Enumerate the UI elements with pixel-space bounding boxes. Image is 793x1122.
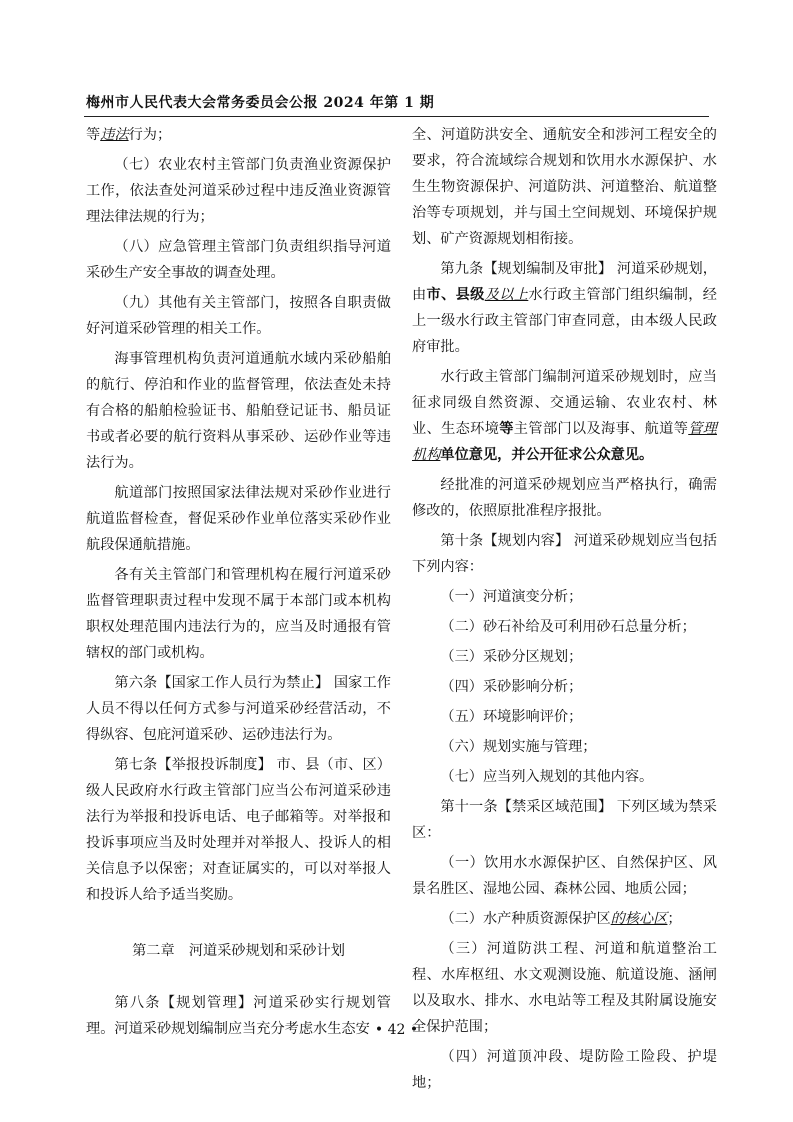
text: 水行政主管部门组织编制，经上一级水行政主管部门审查同意，由本级人民政府审批。 (412, 287, 717, 355)
paragraph: 航道部门按照国家法律法规对采砂作业进行航道监督检查，督促采砂作业单位落实采砂作业航段保通航措施。 (86, 485, 391, 553)
text: 主管部门以及海事、航道等 (513, 421, 689, 437)
list-item: （三）采砂分区规划； (440, 649, 583, 665)
right-column (412, 122, 717, 1100)
revised-text: 等 (499, 421, 514, 437)
text: 行为； (128, 127, 172, 143)
list-item: （七）应当列入规划的其他内容。 (440, 769, 654, 785)
list-item: （六）规划实施与管理； (440, 739, 597, 755)
revised-text: 违法 (100, 127, 129, 143)
list-item: （四）河道顶冲段、堤防险工险段、护堤地； (412, 1049, 717, 1091)
paragraph: 海事管理机构负责河道通航水域内采砂船舶的航行、停泊和作业的监督管理，依法查处未持有合格的船舶检验证书、船舶登记证书、船员证书或者必要的航行资料从事采砂、运砂作业等违法行为。 (86, 351, 391, 471)
paragraph: 全、河道防洪安全、通航安全和涉河工程安全的要求，符合流域综合规划和饮用水水源保护、水生生物资源保护、河道防洪、河道整治、航道整治等专项规划，并与国土空间规划、环境保护规划、矿产资源规划相衔接。 (412, 127, 717, 247)
list-item: （二）砂石补给及可利用砂石总量分析； (440, 619, 696, 635)
header-title: 梅州市人民代表大会常务委员会公报 2024 年第 1 期 (86, 95, 435, 111)
header-divider (84, 116, 709, 117)
revised-text: 管理机构 (412, 421, 717, 463)
list-item: （一）饮用水水源保护区、自然保护区、风景名胜区、湿地公园、森林公园、地质公园； (412, 855, 717, 897)
paragraph: 各有关主管部门和管理机构在履行河道采砂监督管理职责过程中发现不属于本部门或本机构职权处理范围内违法行为的，应当及时通报有管辖权的部门或机构。 (86, 567, 391, 661)
text: 等 (86, 127, 101, 143)
revised-text: 及以上 (484, 287, 529, 303)
article-11: 第十一条【禁采区域范围】 下列区域为禁采区： (412, 799, 717, 841)
paragraph (412, 364, 717, 468)
chapter-heading: 第二章 河道采砂规划和采砂计划 (132, 943, 345, 959)
paragraph (86, 122, 391, 148)
article-6: 第六条【国家工作人员行为禁止】 国家工作人员不得以任何方式参与河道采砂经营活动，不得纵容、包庇河道采砂、运砂违法行为。 (86, 675, 391, 743)
text: 水行政主管部门编制河道采砂规划时，应当征求同级自然资源、交通运输、农业农村、林业、生态环境 (412, 369, 717, 437)
text: ； (667, 911, 682, 927)
article-9 (412, 256, 717, 360)
paragraph: （八）应急管理主管部门负责组织指导河道采砂生产安全事故的调查处理。 (86, 239, 391, 281)
left-column (86, 122, 391, 1046)
paragraph: 经批准的河道采砂规划应当严格执行，确需修改的，依照原批准程序报批。 (412, 477, 717, 519)
bulletin-header (86, 92, 707, 112)
list-item: （三）河道防洪工程、河道和航道整治工程、水库枢纽、水文观测设施、航道设施、涵闸以及取水、排水、水电站等工程及其附属设施安全保护范围； (412, 941, 717, 1035)
list-item (412, 906, 717, 932)
revised-text: 单位意见，并公开征求公众意见。 (440, 447, 654, 463)
text: （二）水产种质资源保护区 (440, 911, 611, 927)
list-item: （一）河道演变分析； (440, 589, 583, 605)
list-item: （五）环境影响评价； (440, 709, 583, 725)
revised-text: 市、县级 (426, 287, 485, 303)
article-8: 第八条【规划管理】河道采砂实行规划管理。河道采砂规划编制应当充分考虑水生态安 (86, 995, 391, 1037)
text: 第九条【规划编制及审批】 河道采砂规划，由 (412, 261, 717, 303)
paragraph: （九）其他有关主管部门，按照各自职责做好河道采砂管理的相关工作。 (86, 295, 391, 337)
paragraph: （七）农业农村主管部门负责渔业资源保护工作，依法查处河道采砂过程中违反渔业资源管理法律法规的行为； (86, 157, 391, 225)
article-10: 第十条【规划内容】 河道采砂规划应当包括下列内容： (412, 533, 717, 575)
article-7: 第七条【举报投诉制度】 市、县（市、区）级人民政府水行政主管部门应当公布河道采砂违法行为举报和投诉电话、电子邮箱等。对举报和投诉事项应当及时处理并对举报人、投诉人的相关信息予以保密；对查证属实的，可以对举报人和投诉人给予适当奖励。 (86, 757, 391, 903)
revised-text: 的核心区 (610, 911, 668, 927)
page-number: • 42 • (374, 1022, 419, 1038)
list-item: （四）采砂影响分析； (440, 679, 583, 695)
